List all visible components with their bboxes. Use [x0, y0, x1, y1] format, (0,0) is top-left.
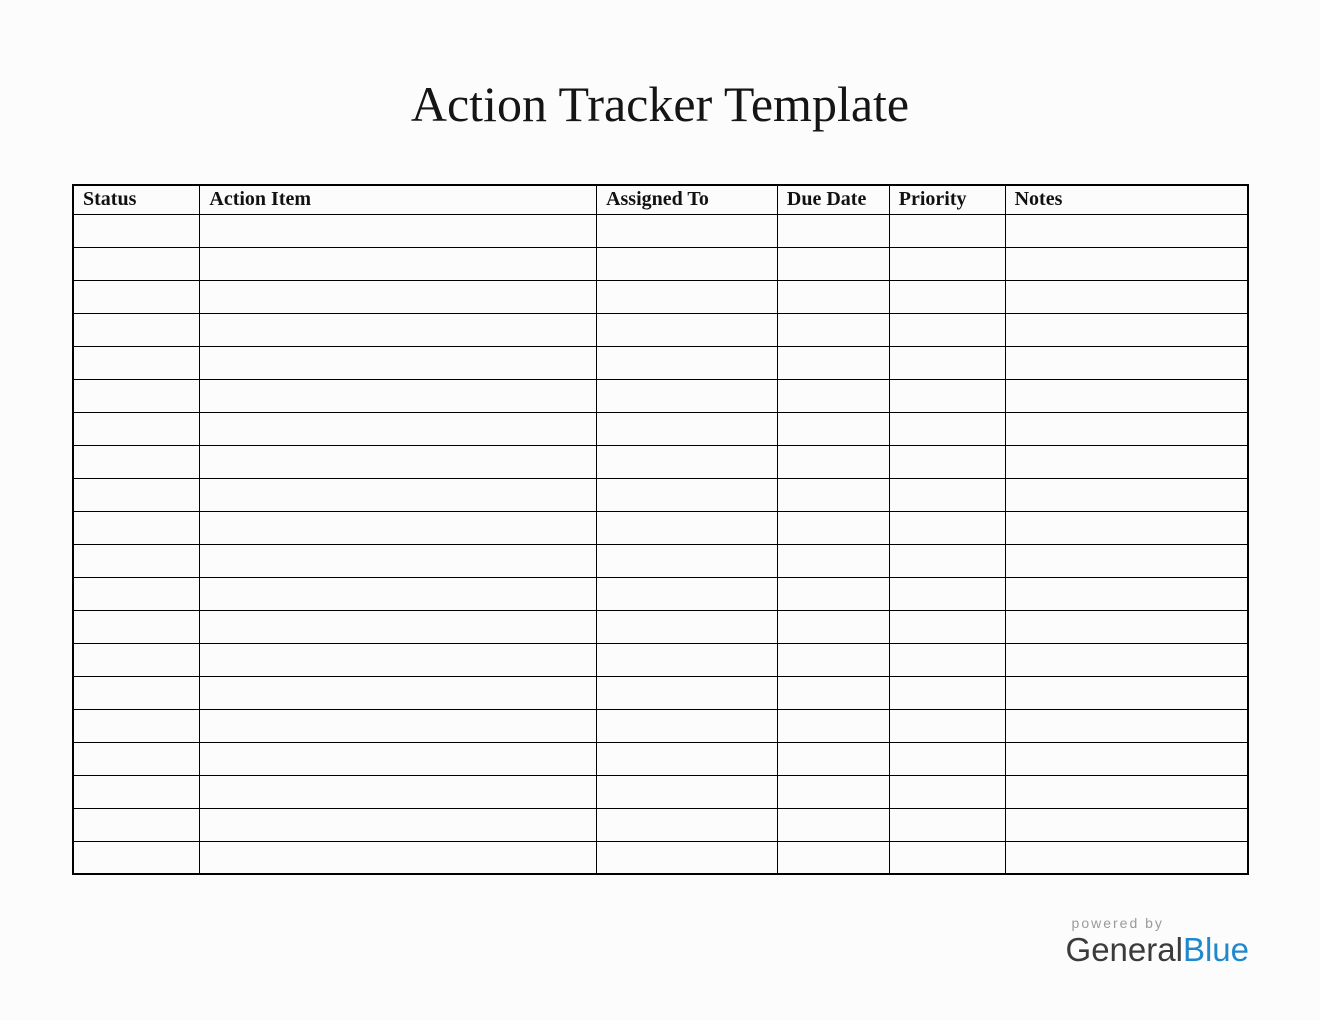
table-cell-notes — [1005, 544, 1248, 577]
table-row — [73, 742, 1248, 775]
table-cell-priority — [889, 676, 1005, 709]
table-row — [73, 445, 1248, 478]
table-cell-priority — [889, 511, 1005, 544]
table-cell-assigned-to — [597, 577, 778, 610]
column-header-assigned-to: Assigned To — [597, 185, 778, 214]
table-cell-notes — [1005, 412, 1248, 445]
table-row — [73, 643, 1248, 676]
table-cell-notes — [1005, 346, 1248, 379]
action-tracker-table — [72, 184, 1249, 875]
table-cell-status — [73, 544, 200, 577]
table-row — [73, 841, 1248, 874]
table-cell-action-item — [200, 247, 597, 280]
table-row — [73, 610, 1248, 643]
table-cell-action-item — [200, 214, 597, 247]
table-cell-priority — [889, 346, 1005, 379]
table-cell-notes — [1005, 511, 1248, 544]
table-cell-due-date — [777, 379, 889, 412]
table-cell-assigned-to — [597, 379, 778, 412]
table-cell-notes — [1005, 379, 1248, 412]
table-cell-notes — [1005, 313, 1248, 346]
page-title: Action Tracker Template — [410, 76, 910, 132]
table-cell-action-item — [200, 709, 597, 742]
table-cell-notes — [1005, 478, 1248, 511]
table-cell-assigned-to — [597, 478, 778, 511]
table-cell-status — [73, 676, 200, 709]
table-cell-notes — [1005, 247, 1248, 280]
table-cell-priority — [889, 742, 1005, 775]
table-cell-assigned-to — [597, 808, 778, 841]
table-cell-priority — [889, 775, 1005, 808]
table-cell-notes — [1005, 709, 1248, 742]
table-cell-notes — [1005, 841, 1248, 874]
table-cell-due-date — [777, 808, 889, 841]
table-cell-assigned-to — [597, 412, 778, 445]
table-row — [73, 313, 1248, 346]
table-cell-status — [73, 709, 200, 742]
table-cell-due-date — [777, 577, 889, 610]
table-cell-assigned-to — [597, 445, 778, 478]
table-cell-action-item — [200, 841, 597, 874]
powered-by-label: powered by — [1071, 915, 1164, 931]
table-cell-assigned-to — [597, 841, 778, 874]
table-cell-action-item — [200, 478, 597, 511]
table-row — [73, 544, 1248, 577]
column-header-action-item: Action Item — [200, 185, 597, 214]
table-cell-status — [73, 478, 200, 511]
table-row — [73, 511, 1248, 544]
table-cell-priority — [889, 544, 1005, 577]
table-cell-priority — [889, 577, 1005, 610]
table-cell-due-date — [777, 214, 889, 247]
table-cell-assigned-to — [597, 643, 778, 676]
table-cell-notes — [1005, 610, 1248, 643]
brand-general: General — [1065, 931, 1183, 969]
table-cell-priority — [889, 280, 1005, 313]
table-cell-status — [73, 247, 200, 280]
table-cell-due-date — [777, 544, 889, 577]
table-cell-assigned-to — [597, 709, 778, 742]
table-cell-action-item — [200, 808, 597, 841]
table-row — [73, 808, 1248, 841]
table-cell-action-item — [200, 775, 597, 808]
generalblue-logo[interactable] — [1066, 933, 1249, 968]
table-cell-status — [73, 643, 200, 676]
table-cell-status — [73, 214, 200, 247]
table-row — [73, 214, 1248, 247]
table-cell-status — [73, 577, 200, 610]
table-cell-status — [73, 412, 200, 445]
table-cell-priority — [889, 412, 1005, 445]
table-cell-priority — [889, 643, 1005, 676]
table-cell-notes — [1005, 676, 1248, 709]
table-header — [73, 185, 1248, 214]
table-body — [73, 214, 1248, 874]
table-cell-status — [73, 775, 200, 808]
table-cell-due-date — [777, 775, 889, 808]
table-cell-assigned-to — [597, 214, 778, 247]
table-cell-status — [73, 841, 200, 874]
table-cell-assigned-to — [597, 775, 778, 808]
table-cell-assigned-to — [597, 742, 778, 775]
table-cell-action-item — [200, 610, 597, 643]
table-cell-action-item — [200, 544, 597, 577]
table-cell-priority — [889, 379, 1005, 412]
table-cell-priority — [889, 610, 1005, 643]
table-cell-due-date — [777, 247, 889, 280]
table-cell-action-item — [200, 412, 597, 445]
table-cell-status — [73, 610, 200, 643]
column-header-priority: Priority — [889, 185, 1005, 214]
table-cell-action-item — [200, 676, 597, 709]
brand-blue: Blue — [1182, 931, 1249, 969]
footer-branding — [1066, 916, 1249, 968]
table-cell-due-date — [777, 412, 889, 445]
table-cell-notes — [1005, 643, 1248, 676]
table-cell-priority — [889, 841, 1005, 874]
table-cell-due-date — [777, 643, 889, 676]
table-cell-due-date — [777, 445, 889, 478]
table-cell-assigned-to — [597, 544, 778, 577]
table-row — [73, 247, 1248, 280]
table-cell-action-item — [200, 346, 597, 379]
table-cell-notes — [1005, 742, 1248, 775]
column-header-notes: Notes — [1005, 185, 1248, 214]
table-cell-due-date — [777, 478, 889, 511]
table-cell-status — [73, 445, 200, 478]
table-row — [73, 379, 1248, 412]
table-header-row — [73, 185, 1248, 214]
table-cell-status — [73, 511, 200, 544]
table-cell-status — [73, 346, 200, 379]
table-cell-priority — [889, 313, 1005, 346]
table-cell-priority — [889, 247, 1005, 280]
table-cell-due-date — [777, 676, 889, 709]
table-cell-action-item — [200, 511, 597, 544]
table-row — [73, 412, 1248, 445]
table-cell-priority — [889, 709, 1005, 742]
table-cell-notes — [1005, 775, 1248, 808]
table-cell-priority — [889, 808, 1005, 841]
table-cell-assigned-to — [597, 313, 778, 346]
table-row — [73, 280, 1248, 313]
table-cell-assigned-to — [597, 610, 778, 643]
table-cell-priority — [889, 478, 1005, 511]
table-cell-notes — [1005, 445, 1248, 478]
table-row — [73, 676, 1248, 709]
table-cell-action-item — [200, 577, 597, 610]
table-cell-assigned-to — [597, 676, 778, 709]
table-cell-status — [73, 379, 200, 412]
table-cell-due-date — [777, 313, 889, 346]
table-cell-action-item — [200, 379, 597, 412]
table-cell-status — [73, 313, 200, 346]
table-cell-notes — [1005, 214, 1248, 247]
table-cell-assigned-to — [597, 280, 778, 313]
table-cell-due-date — [777, 742, 889, 775]
table-cell-action-item — [200, 445, 597, 478]
table-row — [73, 478, 1248, 511]
column-header-due-date: Due Date — [777, 185, 889, 214]
table-cell-status — [73, 742, 200, 775]
table-cell-priority — [889, 214, 1005, 247]
column-header-status: Status — [73, 185, 200, 214]
table-row — [73, 577, 1248, 610]
table-cell-due-date — [777, 709, 889, 742]
table-row — [73, 709, 1248, 742]
table-cell-priority — [889, 445, 1005, 478]
table-cell-action-item — [200, 742, 597, 775]
table-cell-action-item — [200, 280, 597, 313]
table-cell-assigned-to — [597, 511, 778, 544]
table-cell-notes — [1005, 280, 1248, 313]
table-row — [73, 775, 1248, 808]
table-cell-due-date — [777, 511, 889, 544]
table-row — [73, 346, 1248, 379]
table-cell-action-item — [200, 313, 597, 346]
table-cell-action-item — [200, 643, 597, 676]
table-cell-due-date — [777, 346, 889, 379]
table-cell-notes — [1005, 808, 1248, 841]
table-cell-due-date — [777, 280, 889, 313]
table-cell-assigned-to — [597, 247, 778, 280]
table-cell-due-date — [777, 610, 889, 643]
table-cell-status — [73, 808, 200, 841]
table-cell-status — [73, 280, 200, 313]
table-cell-notes — [1005, 577, 1248, 610]
table-cell-assigned-to — [597, 346, 778, 379]
table-cell-due-date — [777, 841, 889, 874]
